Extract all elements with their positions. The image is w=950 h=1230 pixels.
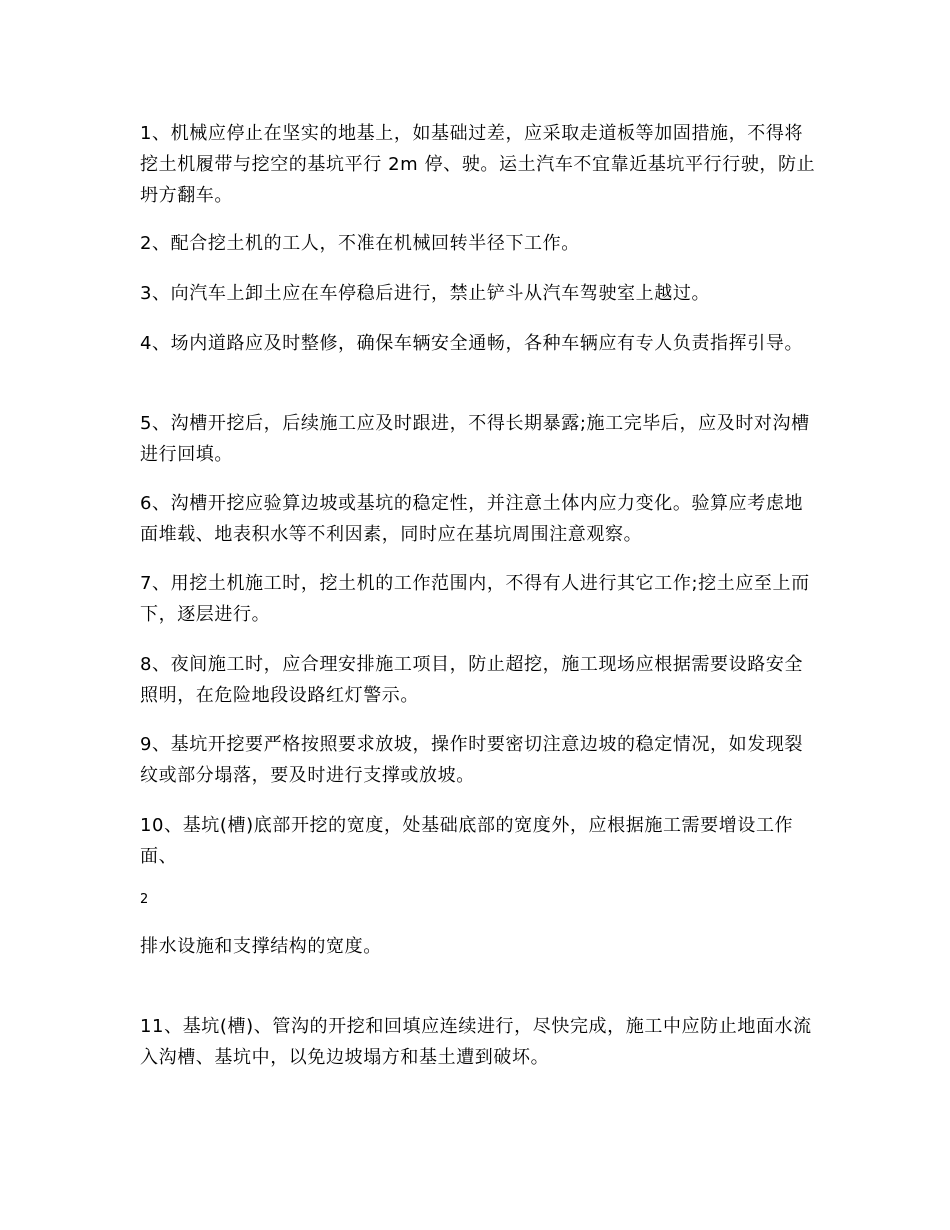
paragraph-9: 9、基坑开挖要严格按照要求放坡，操作时要密切注意边坡的稳定情况，如发现裂纹或部分塌落，要及时进行支撑或放坡。	[140, 734, 804, 786]
paragraph-5: 5、沟槽开挖后，后续施工应及时跟进，不得长期暴露;施工完毕后，应及时对沟槽进行回填。	[140, 413, 810, 465]
paragraph-4: 4、场内道路应及时整修，确保车辆安全通畅，各种车辆应有专人负责指挥引导。	[140, 333, 804, 354]
paragraph-3: 3、向汽车上卸土应在车停稳后进行，禁止铲斗从汽车驾驶室上越过。	[140, 283, 711, 304]
paragraph-7: 7、用挖土机施工时，挖土机的工作范围内，不得有人进行其它工作;挖土应至上而下，逐层进行。	[140, 573, 810, 625]
paragraph-2: 2、配合挖土机的工人，不准在机械回转半径下工作。	[140, 233, 580, 254]
paragraph-6: 6、沟槽开挖应验算边坡或基坑的稳定性，并注意土体内应力变化。验算应考虑地面堆载、地表积水等不利因素，同时应在基坑周围注意观察。	[140, 493, 804, 545]
paragraph-11: 11、基坑(槽)、管沟的开挖和回填应连续进行，尽快完成，施工中应防止地面水流入沟槽、基坑中，以免边坡塌方和基土遭到破坏。	[140, 1016, 812, 1068]
paragraph-8: 8、夜间施工时，应合理安排施工项目，防止超挖，施工现场应根据需要设路安全照明，在危险地段设路红灯警示。	[140, 654, 804, 706]
page-number: 2	[140, 892, 149, 907]
paragraph-10-continued: 排水设施和支撑结构的宽度。	[140, 936, 382, 957]
paragraph-10: 10、基坑(槽)底部开挖的宽度，处基础底部的宽度外，应根据施工需要增设工作面、	[140, 815, 794, 867]
paragraph-1: 1、机械应停止在坚实的地基上，如基础过差，应采取走道板等加固措施，不得将挖土机履带与挖空的基坑平行 2m 停、驶。运土汽车不宜靠近基坑平行行驶，防止坍方翻车。	[140, 123, 816, 206]
